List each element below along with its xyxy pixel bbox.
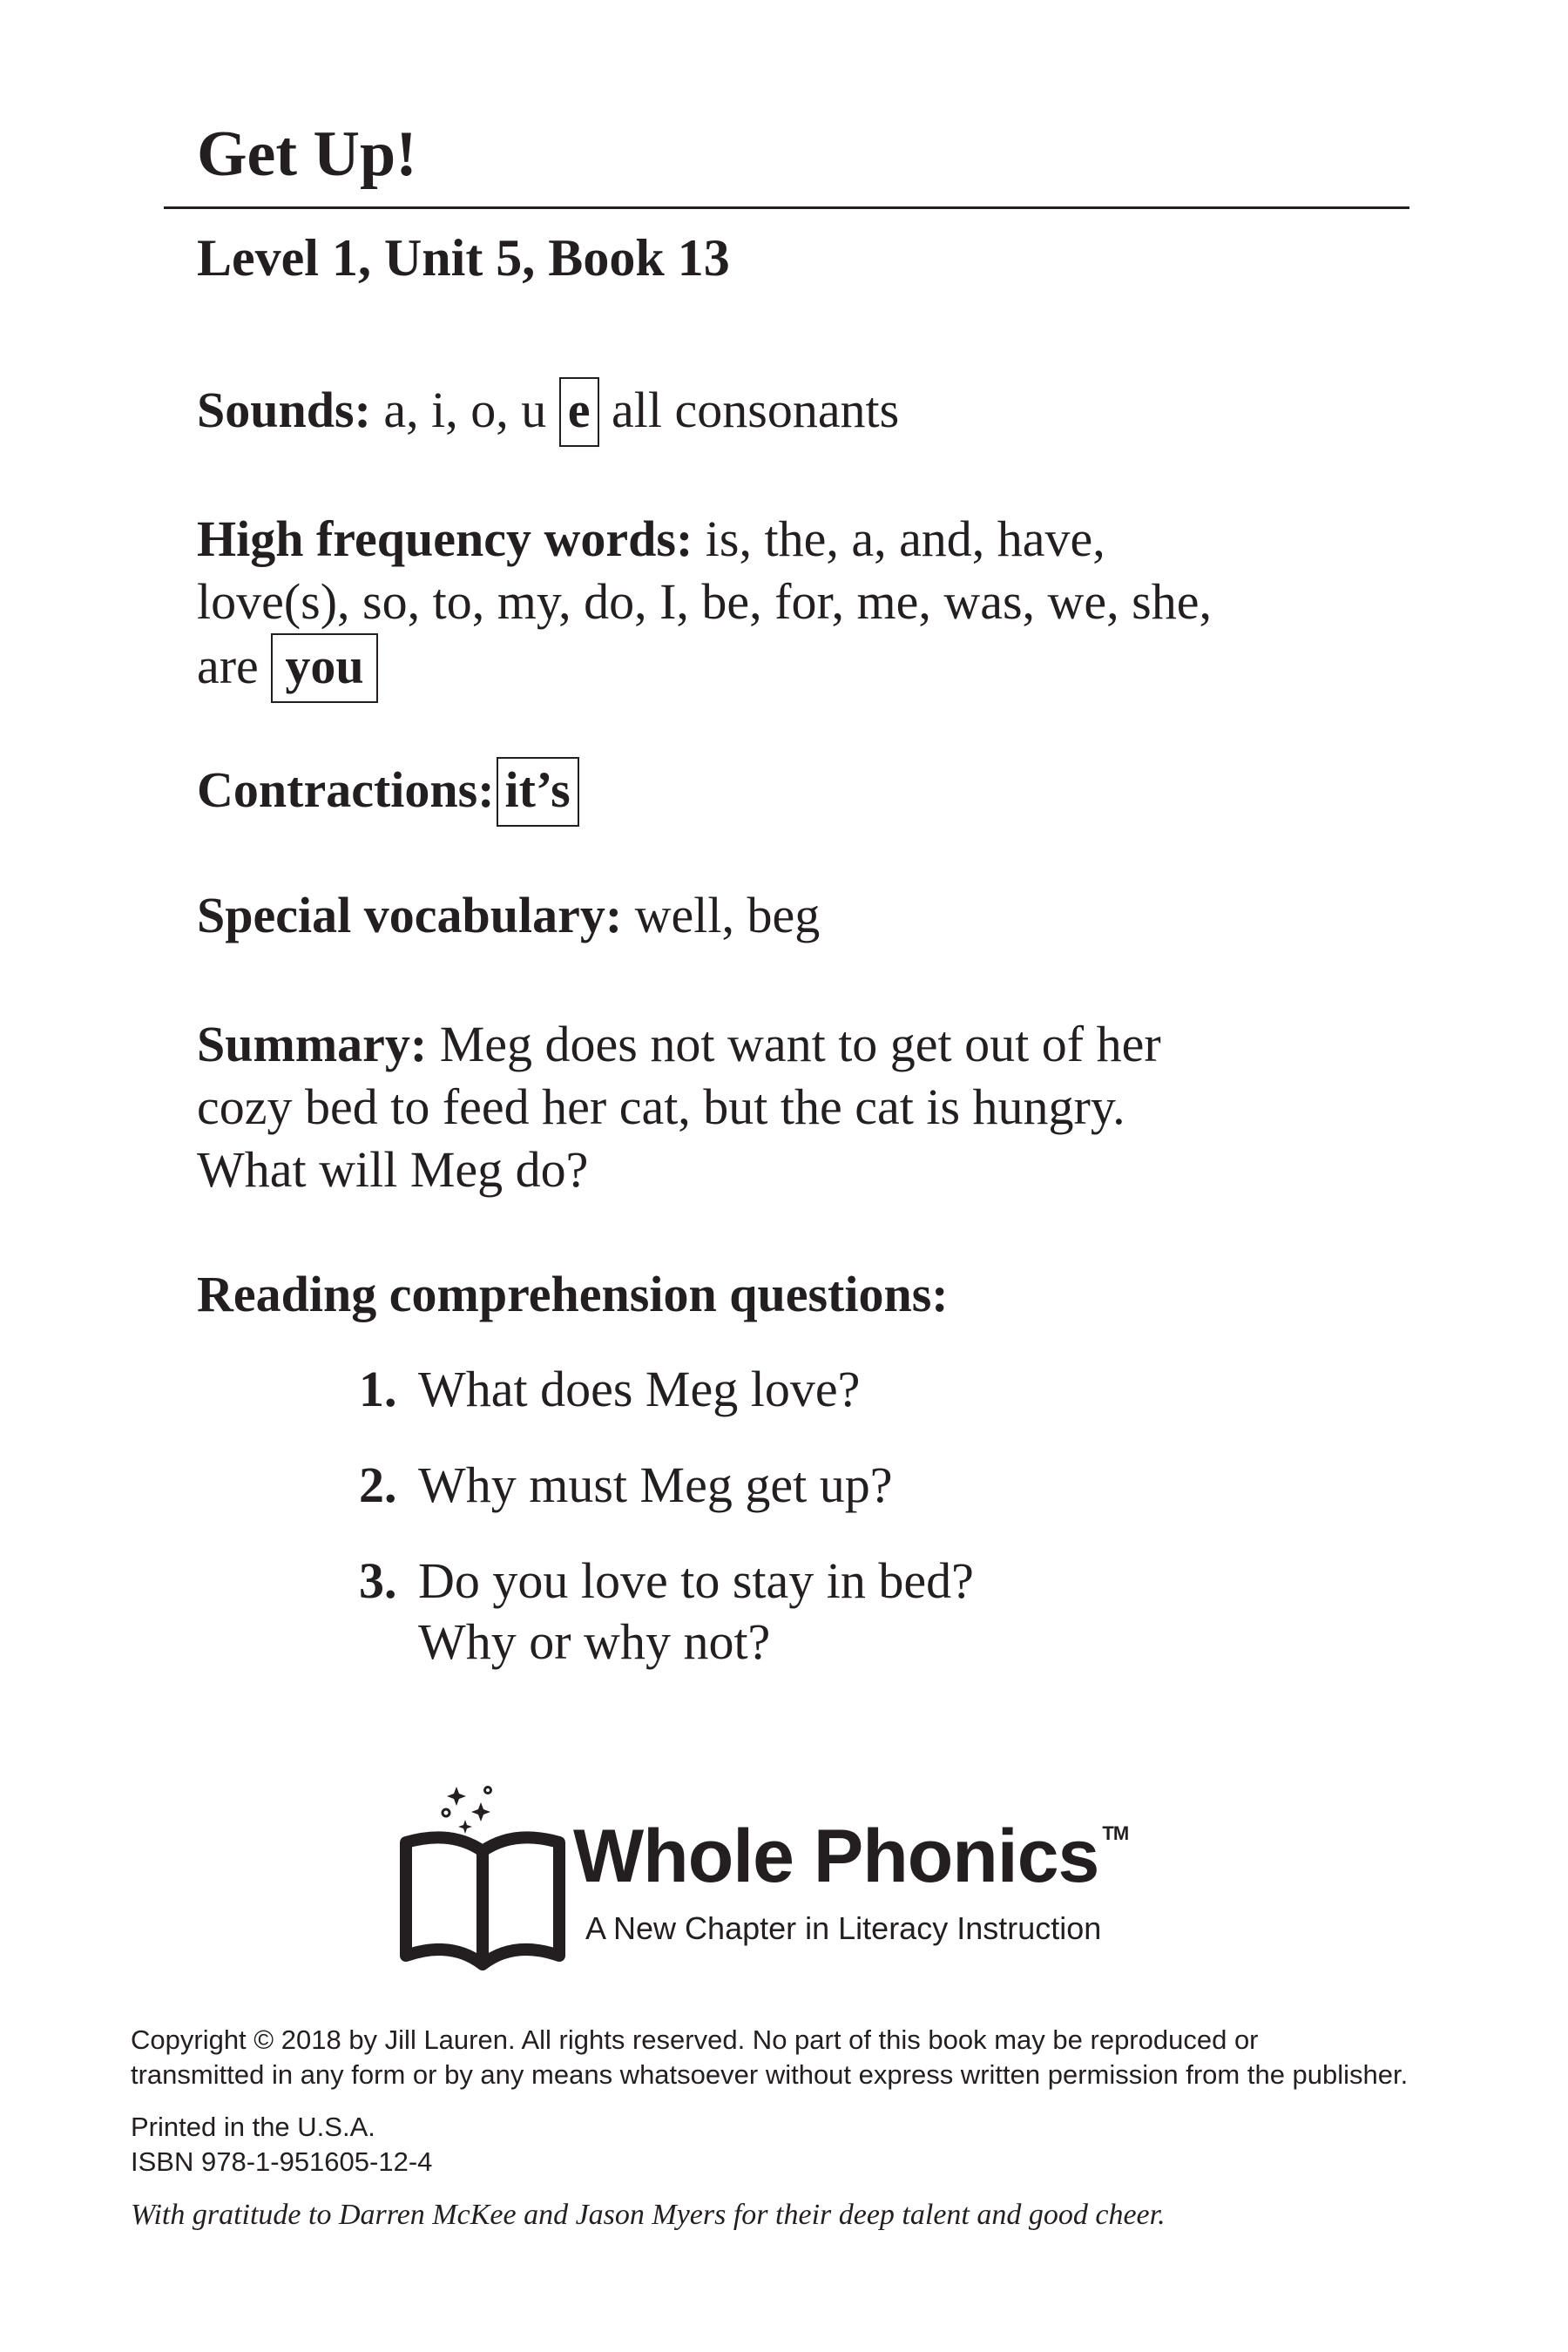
special-vocabulary-section bbox=[197, 884, 1416, 947]
isbn: ISBN 978-1-951605-12-4 bbox=[131, 2146, 433, 2177]
title-divider bbox=[164, 206, 1409, 209]
gratitude-note: With gratitude to Darren McKee and Jason Myers for their deep talent and good cheer. bbox=[131, 2199, 1166, 2231]
book-level-subtitle: Level 1, Unit 5, Book 13 bbox=[197, 229, 730, 287]
page-title: Get Up! bbox=[197, 118, 417, 190]
contractions-section bbox=[197, 757, 1416, 827]
brand-tagline: A New Chapter in Literacy Instruction bbox=[585, 1910, 1102, 1946]
contractions-label: Contractions: bbox=[197, 761, 495, 818]
question-number: 2. bbox=[359, 1456, 397, 1513]
question-item bbox=[359, 1551, 1317, 1673]
print-info bbox=[131, 2110, 432, 2180]
special-vocabulary-text: well, beg bbox=[634, 887, 821, 943]
high-frequency-section bbox=[197, 508, 1416, 703]
question-number: 1. bbox=[359, 1361, 397, 1417]
sounds-after-text: all consonants bbox=[612, 382, 900, 438]
summary-line3: What will Meg do? bbox=[197, 1141, 589, 1198]
printed-in: Printed in the U.S.A. bbox=[131, 2112, 375, 2142]
summary-label: Summary: bbox=[197, 1016, 428, 1072]
contractions-boxed-word: it’s bbox=[497, 757, 579, 827]
question-text: Do you love to stay in bed? bbox=[418, 1552, 974, 1609]
sounds-label: Sounds: bbox=[197, 382, 371, 438]
question-text: What does Meg love? bbox=[418, 1361, 861, 1417]
brand-name-text: Whole Phonics bbox=[573, 1815, 1099, 1898]
high-frequency-line1: is, the, a, and, have, bbox=[705, 510, 1105, 567]
question-text: Why must Meg get up? bbox=[418, 1456, 893, 1513]
trademark-mark: TM bbox=[1102, 1822, 1129, 1844]
high-frequency-boxed-word: you bbox=[271, 633, 377, 703]
high-frequency-line2: love(s), so, to, my, do, I, be, for, me, was, we, she, bbox=[197, 573, 1212, 630]
high-frequency-line3: are bbox=[197, 638, 259, 694]
questions-heading: Reading comprehension questions: bbox=[197, 1266, 949, 1322]
question-item bbox=[359, 1359, 1317, 1420]
question-number: 3. bbox=[359, 1552, 397, 1609]
special-vocabulary-label: Special vocabulary: bbox=[197, 887, 623, 943]
summary-line2: cozy bed to feed her cat, but the cat is hungry. bbox=[197, 1078, 1125, 1135]
high-frequency-label: High frequency words: bbox=[197, 510, 693, 567]
copyright-line2: transmitted in any form or by any means whatsoever without express written permission from the publisher. bbox=[131, 2059, 1409, 2090]
brand-name bbox=[573, 1815, 1129, 1898]
sounds-boxed-letter: e bbox=[559, 377, 599, 447]
summary-section bbox=[197, 1013, 1416, 1201]
copyright-notice bbox=[131, 2023, 1490, 2092]
question-text-continued: Why or why not? bbox=[418, 1613, 771, 1670]
sounds-text: a, i, o, u bbox=[383, 382, 547, 438]
sounds-section bbox=[197, 377, 1416, 447]
copyright-line1: Copyright © 2018 by Jill Lauren. All rights reserved. No part of this book may be reproduced or bbox=[131, 2024, 1259, 2055]
summary-line1: Meg does not want to get out of her bbox=[439, 1016, 1161, 1072]
question-item bbox=[359, 1455, 1317, 1516]
